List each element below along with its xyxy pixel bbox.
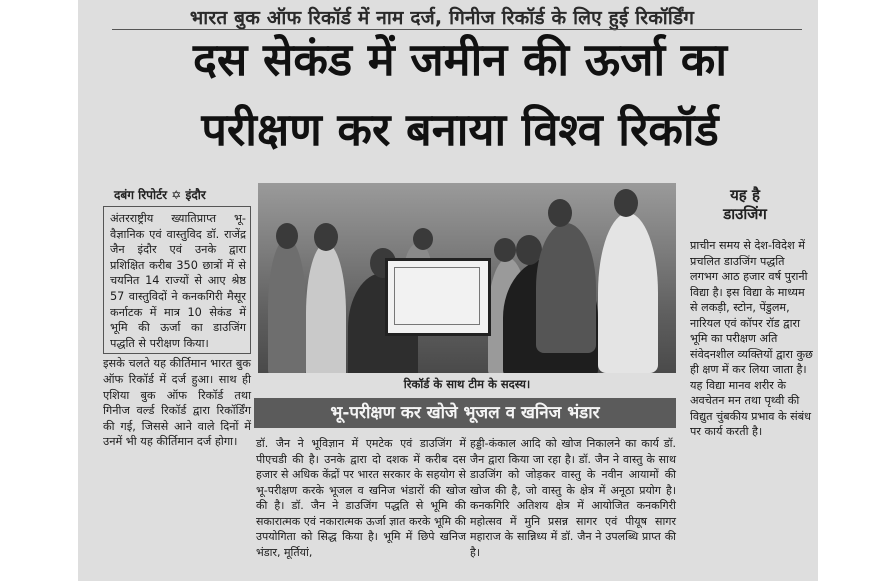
record-certificate-frame <box>385 258 491 336</box>
photo-caption: रिकॉर्ड के साथ टीम के सदस्य। <box>403 377 531 391</box>
middle-article-column-1: डॉ. जैन ने भूविज्ञान में एमटेक एवं डाउजिंग में पीएचडी की है। उनके द्वारा दो दशक में करीब दस हजार से अधिक केंद्रों पर भारत सरकार के सहयोग से भू-परीक्षण करके भूजल व खनिज भंडारों की खोज की है। डॉ. जैन ने डाउजिंग पद्धति से भूमि की सकारात्मक एवं नकारात्मक ऊर्जा ज्ञात करके भूमि की उपयोगिता को सिद्ध किया है। भूमि में छिपे खनिज भंडार, मूर्तियां, <box>256 437 466 559</box>
article-body-left: इसके चलते यह कीर्तिमान भारत बुक ऑफ रिकॉर्ड में दर्ज हुआ। साथ ही एशिया बुक ऑफ रिकॉर्ड तथा गिनीज वर्ल्ड रिकॉर्ड द्वारा रिकॉर्डिंग की गई, जिससे आने वाले दिनों में उनमें भी यह कीर्तिमान दर्ज होगा। <box>103 357 251 449</box>
article-intro-box: अंतरराष्ट्रीय ख्यातिप्राप्त भू-वैज्ञानिक एवं वास्तुविद डॉ. राजेंद्र जैन इंदौर एवं उनके द्वारा प्रशिक्षित करीब 350 छात्रों में से चयनित 14 राज्यों से आए श्रेष्ठ 57 वास्तुविदों ने कनकगिरी मैसूर कर्नाटक में मात्र 10 सेकंड में भूमि की ऊर्जा का डाउजिंग पद्धति से परीक्षण किया। <box>103 206 251 354</box>
sidebar-title <box>690 186 800 224</box>
kicker-divider <box>112 29 802 30</box>
byline: दबंग रिपोर्टर ✡ इंदौर <box>114 188 206 202</box>
article-subheading: भू-परीक्षण कर खोजे भूजल व खनिज भंडार <box>254 398 676 428</box>
main-headline-line-1: दस सेकंड में जमीन की ऊर्जा का <box>192 33 727 86</box>
sidebar-title-line-2: डाउजिंग <box>723 205 767 223</box>
sidebar-title-line-1: यह है <box>730 186 760 204</box>
sidebar-body: प्राचीन समय से देश-विदेश में प्रचलित डाउजिंग पद्धति लगभग आठ हजार वर्ष पुरानी विद्या है। इस विद्या के माध्यम से लकड़ी, स्टोन, पेंडुलम, नारियल एवं कॉपर रॉड द्वारा भूमि का परीक्षण अति संवेदनशील व्यक्तियों द्वारा कुछ ही क्षण में कर लिया जाता है। यह विद्या मानव शरीर के अवचेतन मन तथा पृथ्वी की विद्युत चुंबकीय प्रभाव के संबंध पर कार्य करती है। <box>690 239 813 438</box>
left-article-column <box>103 206 251 576</box>
kicker-headline: भारत बुक ऑफ रिकॉर्ड में नाम दर्ज, गिनीज रिकॉर्ड के लिए हुई रिकॉर्डिंग <box>189 7 695 29</box>
middle-article-column-2: हड्डी-कंकाल आदि को खोज निकालने का कार्य डॉ. जैन द्वारा किया जा रहा है। डॉ. जैन ने वास्तु के साथ डाउजिंग को जोड़कर वास्तु के नवीन आयामों की खोज की है, जो वास्तु के क्षेत्र में अनूठा प्रयोग है। कनकगिरि अतिशय क्षेत्र में आयोजित कनकगिरी महोत्सव में मुनि प्रसन्न सागर एवं पीयूष सागर महाराज के सान्निध्य में डॉ. जैन ने उपलब्धि प्राप्त की है। <box>470 437 676 559</box>
certificate-inner-border <box>394 267 480 325</box>
main-headline-line-2: परीक्षण कर बनाया विश्व रिकॉर्ड <box>201 103 719 156</box>
